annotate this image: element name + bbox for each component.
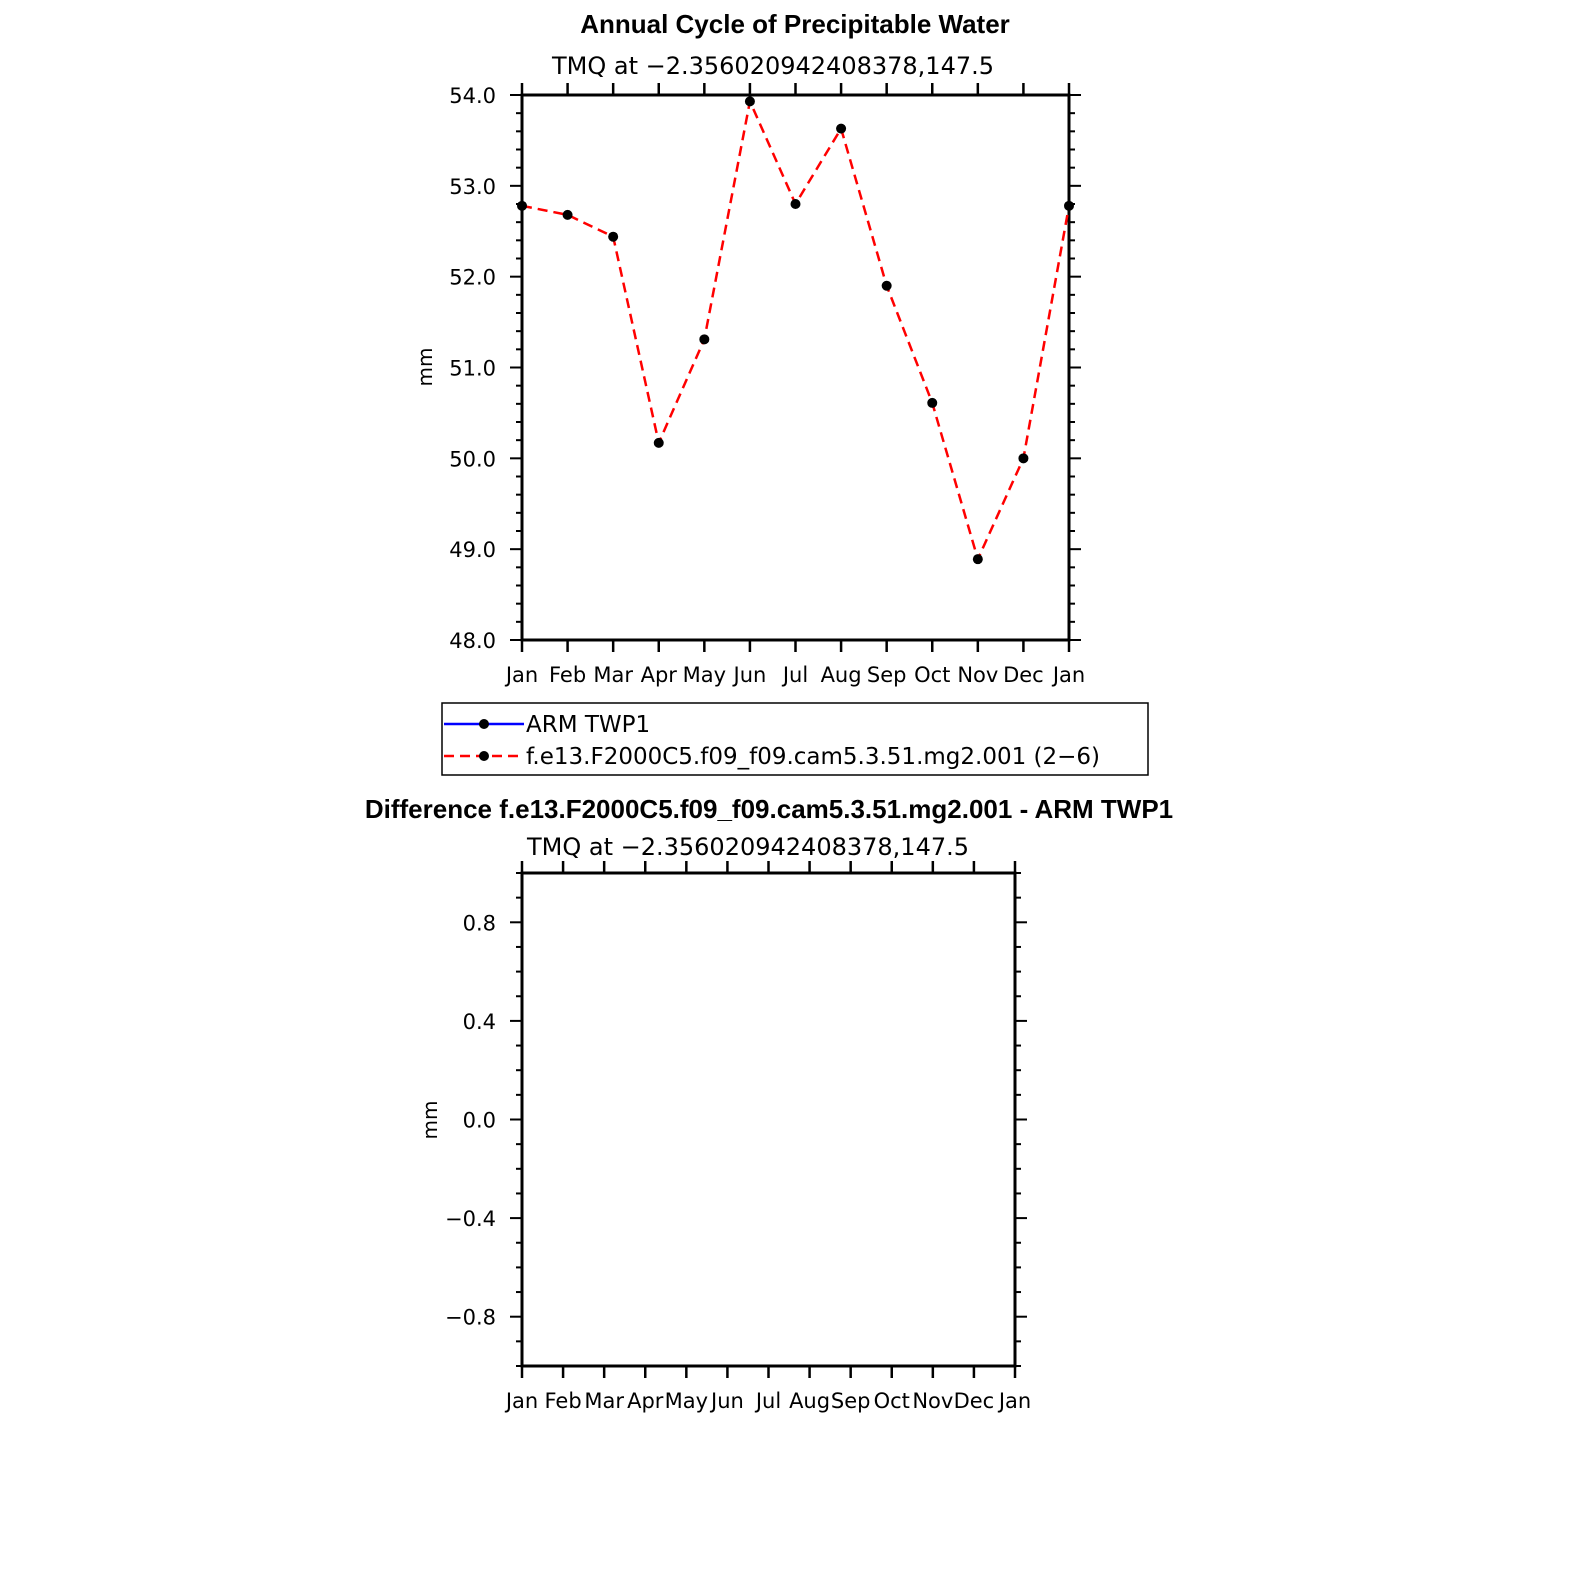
legend-label-arm: ARM TWP1 xyxy=(526,712,651,738)
chart1-series-point xyxy=(517,201,527,211)
chart1-x-tick-label: Sep xyxy=(866,663,907,687)
chart1-x-tick-label: Jan xyxy=(505,663,539,687)
chart1-series-point xyxy=(836,124,846,134)
chart1-x-tick-label: Jan xyxy=(1052,663,1086,687)
chart1-x-tick-label: Jun xyxy=(733,663,767,687)
chart1-y-tick-label: 52.0 xyxy=(449,265,496,290)
chart2-x-tick-label: Oct xyxy=(873,1389,910,1413)
chart2-frame xyxy=(522,873,1015,1366)
chart2-x-tick-label: Mar xyxy=(584,1389,624,1413)
chart2-x-tick-label: Feb xyxy=(544,1389,582,1413)
chart1-series-point xyxy=(563,210,573,220)
chart2-x-tick-label: May xyxy=(664,1389,709,1413)
chart1-y-tick-label: 51.0 xyxy=(449,356,496,381)
chart1-x-tick-label: Nov xyxy=(957,663,999,687)
chart2-x-tick-label: Jan xyxy=(505,1389,539,1413)
chart2-subtitle: TMQ at −2.356020942408378,147.5 xyxy=(526,833,970,861)
chart1-x-tick-label: Dec xyxy=(1003,663,1044,687)
chart1-y-tick-label: 54.0 xyxy=(449,84,496,108)
chart1-plot xyxy=(449,83,1085,687)
chart1-x-tick-label: Oct xyxy=(914,663,951,687)
legend-marker-arm xyxy=(479,719,489,729)
chart2-y-tick-label: 0.8 xyxy=(462,911,496,936)
chart1-series-point xyxy=(745,96,755,106)
chart1-series-point xyxy=(699,334,709,344)
chart2-x-tick-label: Sep xyxy=(830,1389,871,1413)
chart2-y-tick-label: 0.0 xyxy=(462,1108,496,1133)
chart2-plot xyxy=(445,861,1031,1413)
chart1-x-tick-label: Apr xyxy=(640,663,677,687)
chart1-subtitle: TMQ at −2.356020942408378,147.5 xyxy=(551,52,995,80)
chart2-y-tick-label: −0.8 xyxy=(445,1305,496,1330)
chart1-x-tick-label: Mar xyxy=(593,663,633,687)
chart2-x-tick-label: Nov xyxy=(912,1389,954,1413)
chart2-x-tick-label: Dec xyxy=(953,1389,995,1413)
chart1-y-tick-label: 53.0 xyxy=(449,174,496,199)
chart2-x-tick-label: Apr xyxy=(627,1389,664,1413)
chart1-series-point xyxy=(882,281,892,291)
chart2-x-tick-label: Aug xyxy=(789,1389,831,1413)
chart1-series-point xyxy=(791,199,801,209)
chart1-y-tick-label: 49.0 xyxy=(449,538,496,563)
chart1-legend xyxy=(442,703,1148,775)
chart1-series-line-1 xyxy=(522,101,1069,559)
legend-label-model: f.e13.F2000C5.f09_f09.cam5.3.51.mg2.001 (2−6) xyxy=(526,744,1101,770)
chart1-series-point xyxy=(1018,453,1028,463)
chart2-title: Difference f.e13.F2000C5.f09_f09.cam5.3.51.mg2.001 - ARM TWP1 xyxy=(364,794,1174,824)
chart1-series-point xyxy=(927,398,937,408)
chart2-x-tick-label: Jan xyxy=(998,1389,1032,1413)
legend-marker-model xyxy=(479,751,489,761)
chart1-y-tick-label: 48.0 xyxy=(449,629,496,653)
chart1-x-tick-label: Aug xyxy=(820,663,862,687)
chart1-series-point xyxy=(608,232,618,242)
chart1-x-tick-label: May xyxy=(682,663,727,687)
chart1-series-point xyxy=(1064,201,1074,211)
chart1-series-point xyxy=(973,554,983,564)
chart1-y-tick-label: 50.0 xyxy=(449,447,496,472)
chart2-x-tick-label: Jul xyxy=(755,1389,782,1413)
chart1-series-point xyxy=(654,438,664,448)
chart1-title: Annual Cycle of Precipitable Water xyxy=(580,9,1010,39)
chart2-y-axis-label: mm xyxy=(418,1100,442,1140)
chart1-x-tick-label: Jul xyxy=(782,663,809,687)
chart2-y-tick-label: −0.4 xyxy=(445,1207,496,1232)
chart1-frame xyxy=(522,95,1069,640)
chart2-x-tick-label: Jun xyxy=(711,1389,744,1413)
chart1-y-axis-label: mm xyxy=(413,347,437,387)
chart2-y-tick-label: 0.4 xyxy=(462,1009,496,1034)
chart1-x-tick-label: Feb xyxy=(548,663,587,687)
